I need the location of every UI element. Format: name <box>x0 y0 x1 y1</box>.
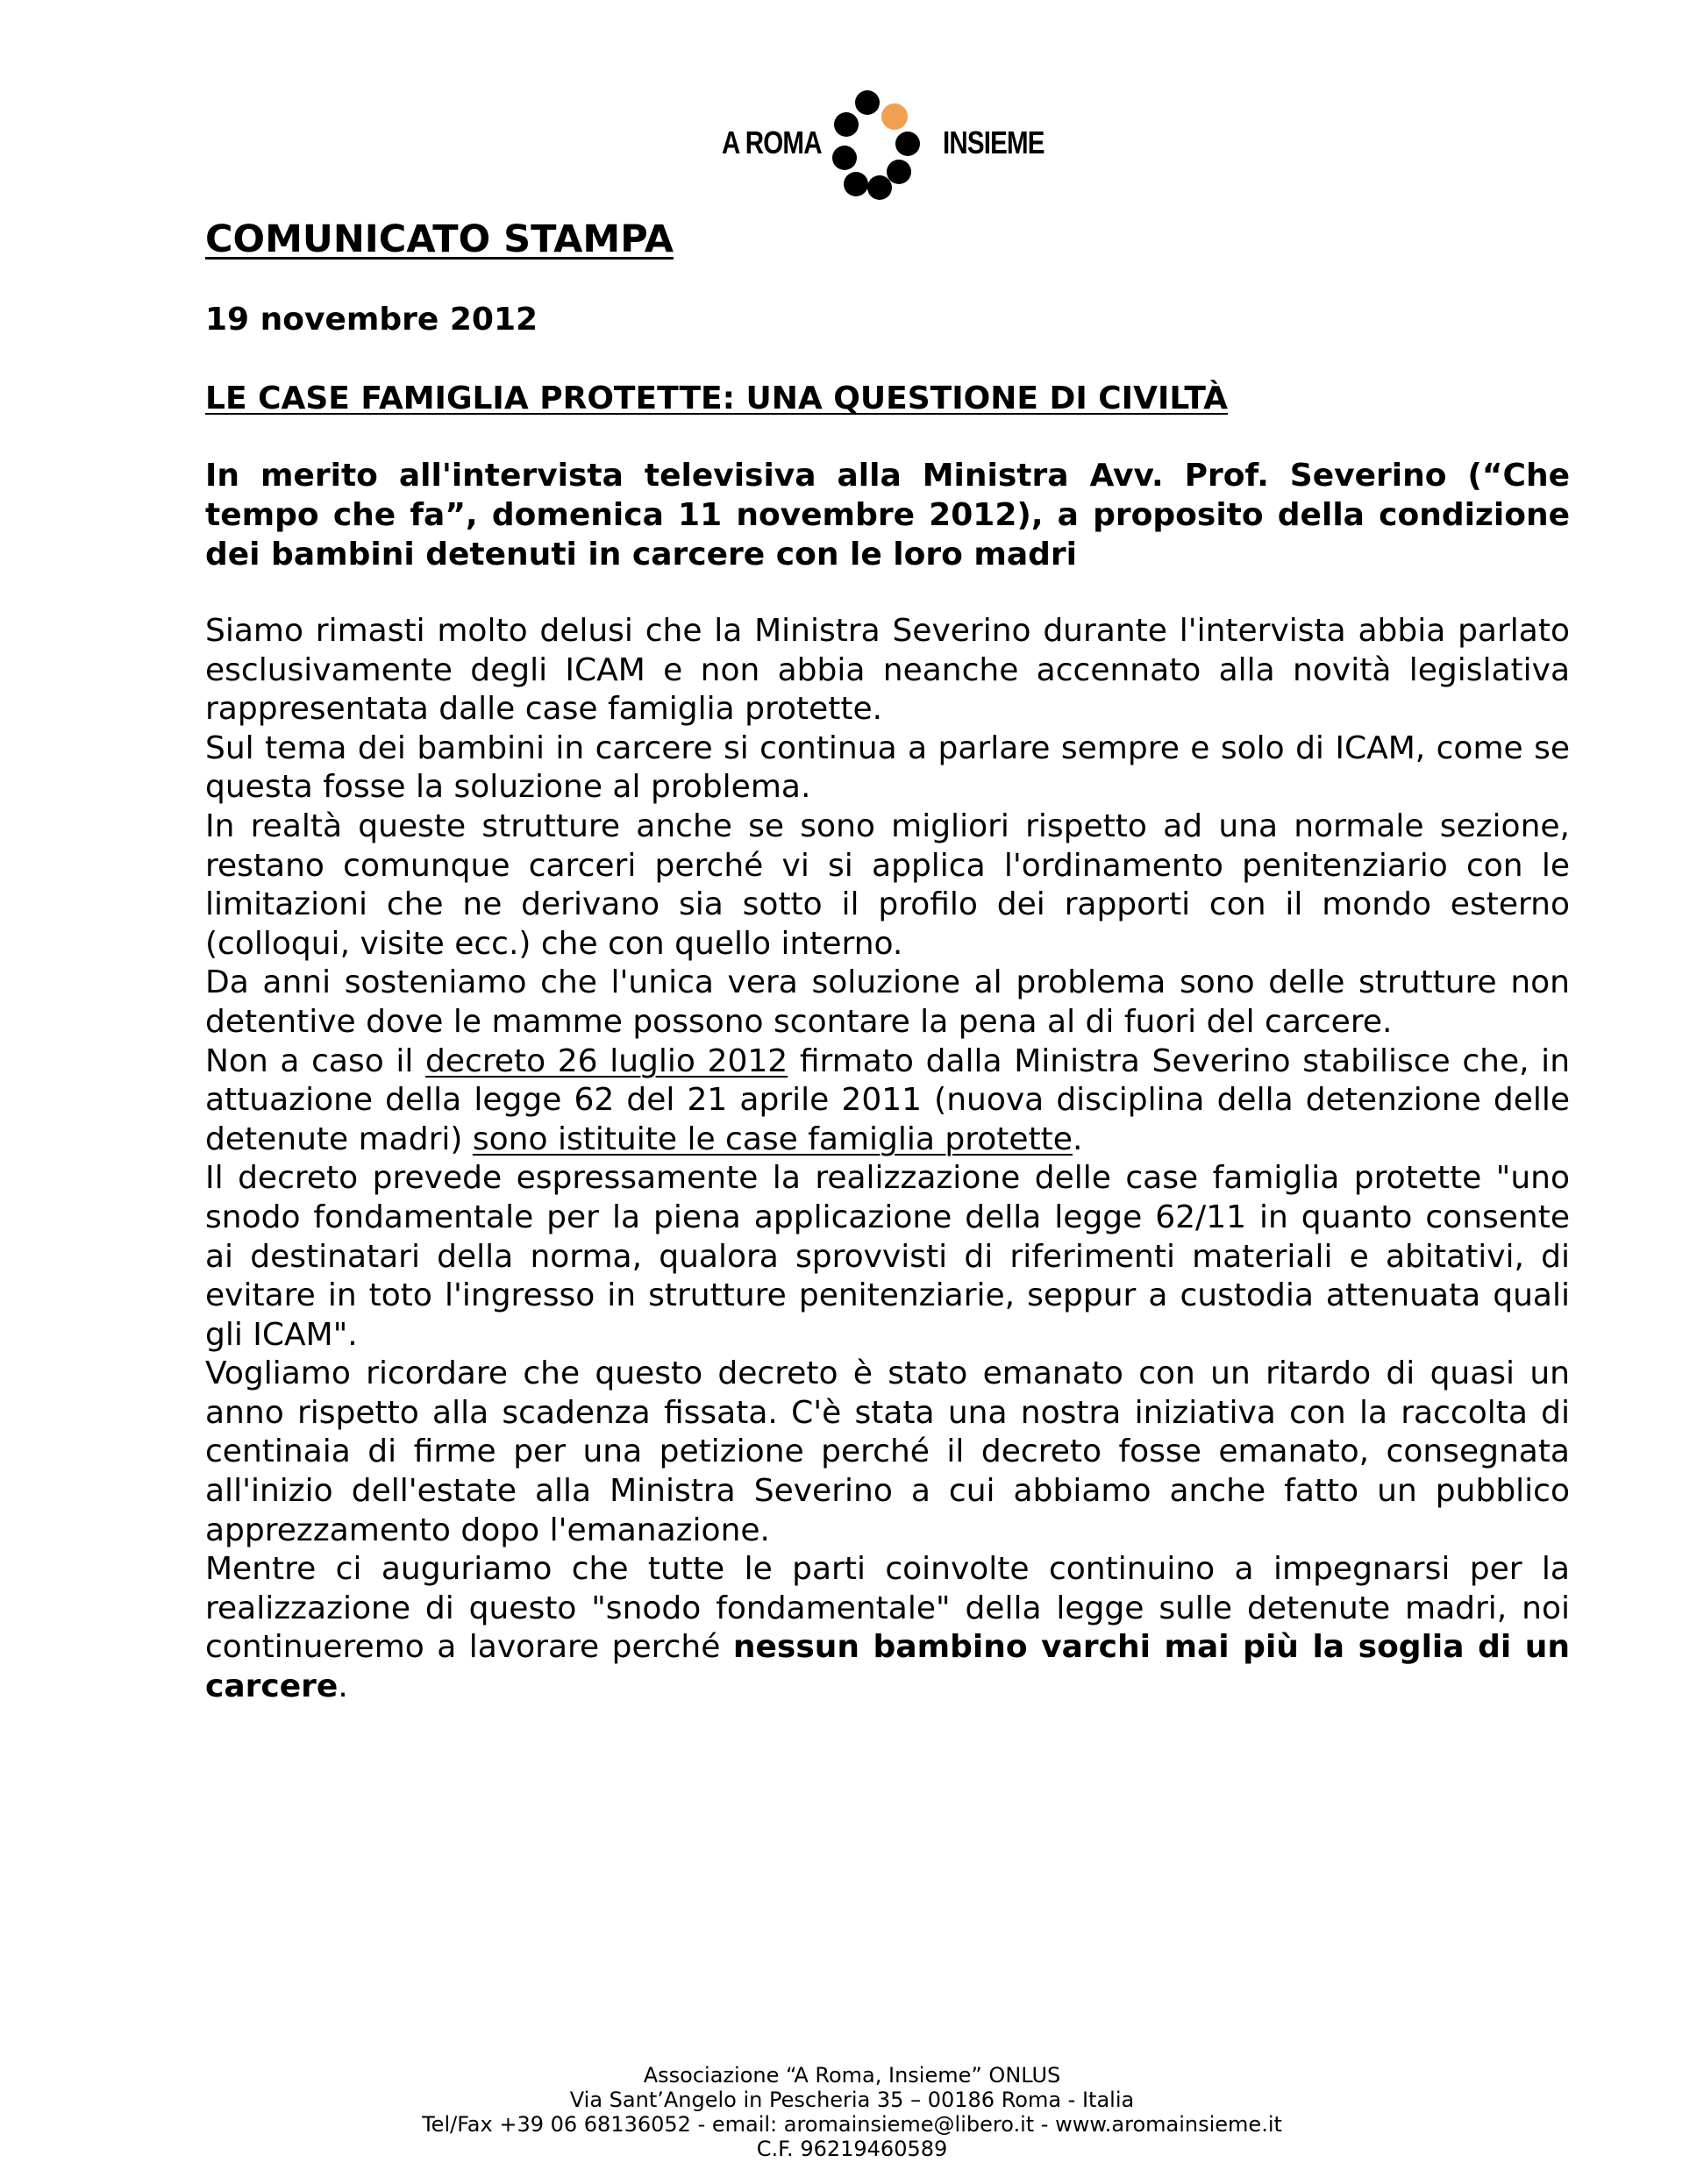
logo-dots-ring <box>832 88 946 202</box>
document-date: 19 novembre 2012 <box>205 302 538 338</box>
logo-dot <box>867 175 892 200</box>
footer-address: Via Sant’Angelo in Pescheria 35 – 00186 Roma - Italia <box>569 2088 1135 2112</box>
footer-tax-code: C.F. 96219460589 <box>756 2137 948 2161</box>
document-title: COMUNICATO STAMPA <box>205 217 674 261</box>
body-paragraph <box>205 1550 1570 1706</box>
organization-logo <box>722 88 1055 202</box>
decree-reference: decreto 26 luglio 2012 <box>425 1042 788 1079</box>
body-text: Mentre ci auguriamo che tutte le parti coinvolte continuino a impegnarsi per la realizzazione di questo "snodo fondamentale" della legge sulle detenute madri, noi continueremo a lavorare perché <box>205 1551 1570 1666</box>
logo-dot <box>855 90 880 115</box>
body-text: firmato dalla Ministra Severino stabilisce che, in attuazione della legge 62 del 21 aprile 2011 (nuova disciplina della detenzione delle detenute madri) <box>205 1042 1571 1157</box>
logo-text-left: A ROMA <box>722 124 822 160</box>
case-famiglia-reference: sono istituite le case famiglia protette <box>472 1120 1073 1157</box>
logo-dot <box>895 132 920 156</box>
document-body <box>205 612 1570 1707</box>
document-headline: LE CASE FAMIGLIA PROTETTE: UNA QUESTIONE DI CIVILTÀ <box>205 381 1228 416</box>
body-paragraph: Il decreto prevede espressamente la realizzazione delle case famiglia protette "uno snodo fondamentale per la piena applicazione della legge 62/11 in quanto consente ai destinatari della norma, qualora sprovvisti di riferimenti materiali e abitativi, di evitare in toto l'ingresso in strutture penitenziarie, seppur a custodia attenuata quali gli ICAM". <box>205 1160 1570 1353</box>
body-paragraph: In realtà queste strutture anche se sono migliori rispetto ad una normale sezione, restano comunque carceri perché vi si applica l'ordinamento penitenziario con le limitazioni che ne derivano sia sotto il profilo dei rapporti con il mondo esterno (colloqui, visite ecc.) che con quello interno. <box>205 807 1570 962</box>
body-paragraph: Da anni sosteniamo che l'unica vera soluzione al problema sono delle strutture non detentive dove le mamme possono scontare la pena al di fuori del carcere. <box>205 964 1570 1040</box>
footer-organization: Associazione “A Roma, Insieme” ONLUS <box>643 2063 1061 2088</box>
logo-dot <box>887 160 911 184</box>
logo-dot <box>832 146 857 170</box>
body-text: . <box>338 1668 348 1705</box>
body-paragraph: Sul tema dei bambini in carcere si continua a parlare sempre e solo di ICAM, come se questa fosse la soluzione al problema. <box>205 729 1570 806</box>
footer-contacts: Tel/Fax +39 06 68136052 - email: aromainsieme@libero.it - www.aromainsieme.it <box>422 2112 1282 2137</box>
logo-dot <box>844 172 868 196</box>
body-paragraph: Siamo rimasti molto delusi che la Ministra Severino durante l'intervista abbia parlato esclusivamente degli ICAM e non abbia neanche accennato alla novità legislativa rappresentata dalle case famiglia protette. <box>205 613 1570 728</box>
body-text: . <box>1072 1120 1083 1157</box>
logo-text-right: INSIEME <box>943 124 1045 160</box>
logo-dot-accent <box>881 103 908 130</box>
page-footer <box>0 2063 1704 2161</box>
body-text: Non a caso il <box>205 1042 426 1079</box>
body-paragraph: Vogliamo ricordare che questo decreto è stato emanato con un ritardo di quasi un anno rispetto alla scadenza fissata. C'è stata una nostra iniziativa con la raccolta di centinaia di firme per una petizione perché il decreto fosse emanato, consegnata all'inizio dell'estate alla Ministra Severino a cui abbiamo anche fatto un pubblico apprezzamento dopo l'emanazione. <box>205 1355 1570 1548</box>
body-paragraph <box>205 1042 1570 1160</box>
intro-paragraph: In merito all'intervista televisiva alla Ministra Avv. Prof. Severino (“Che tempo che fa”, domenica 11 novembre 2012), a proposito della condizione dei bambini detenuti in carcere con le loro madri <box>205 458 1570 573</box>
closing-statement: nessun bambino varchi mai più la soglia di un carcere <box>205 1629 1570 1705</box>
logo-dot <box>834 112 859 137</box>
